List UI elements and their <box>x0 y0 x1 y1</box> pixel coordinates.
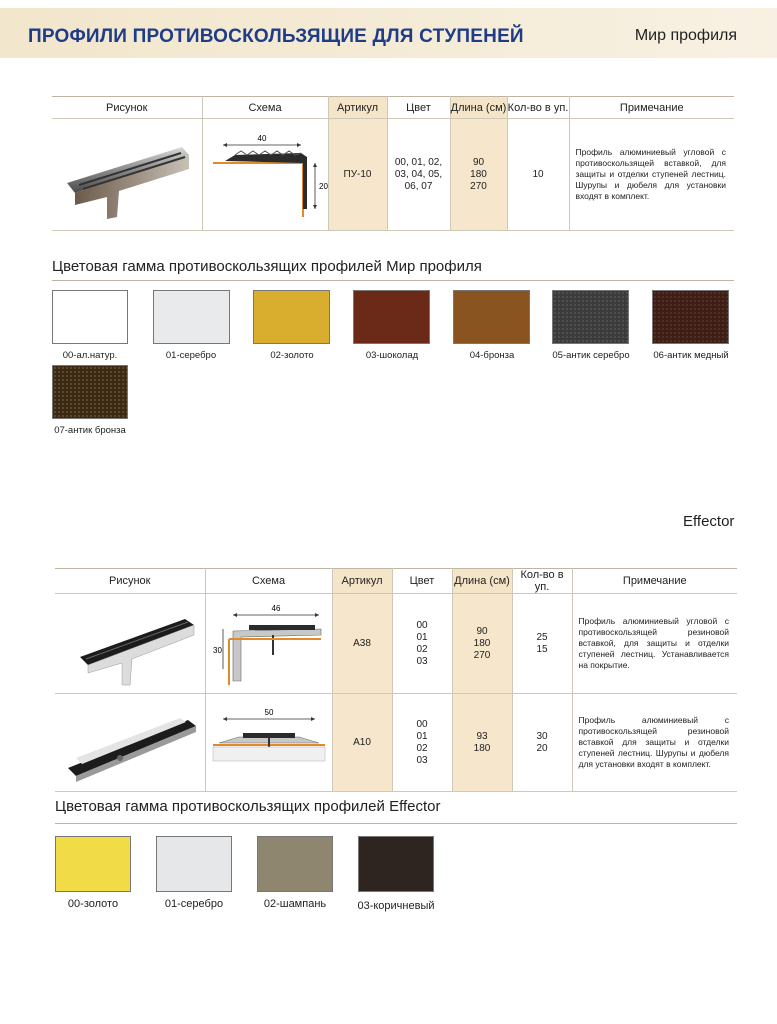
profile-scheme-icon <box>209 599 329 689</box>
article-cell: А10 <box>332 694 392 792</box>
length-cell: 93 180 <box>452 694 512 792</box>
table-row <box>55 594 737 694</box>
col-header-note: Примечание <box>572 569 737 594</box>
col-header-scheme: Схема <box>205 569 332 594</box>
swatch-label: 01-серебро <box>165 350 217 361</box>
swatch-label: 04-бронза <box>469 350 515 361</box>
brand-name: Мир профиля <box>634 27 737 44</box>
swatch-label: 05-антик серебро <box>552 350 630 361</box>
swatch-00 <box>52 290 128 344</box>
brand2-name: Effector <box>683 513 735 530</box>
color-cell: 00, 01, 02, 03, 04, 05, 06, 07 <box>387 119 450 231</box>
swatch-label: 06-антик медный <box>653 350 729 361</box>
qty-cell: 25 15 <box>512 594 572 694</box>
product-scheme <box>202 119 328 231</box>
swatch-05 <box>552 290 629 344</box>
swatch-label: 01-серебро <box>164 898 224 910</box>
col-header-article: Артикул <box>328 97 387 119</box>
product-picture <box>55 694 205 792</box>
product-table-1 <box>52 96 734 231</box>
swatch-label: 03-коричневый <box>357 900 435 912</box>
article-cell: А38 <box>332 594 392 694</box>
product-table-2 <box>55 568 737 792</box>
col-header-color: Цвет <box>387 97 450 119</box>
note-cell: Профиль алюминиевый с противоскользящей резиновой вставкой для защиты и отделки ступеней лестниц. Шурупы и дюбеля для установки входят в комплект. <box>572 694 737 792</box>
profile-photo-icon <box>57 125 197 225</box>
color-cell: 00 01 02 03 <box>392 694 452 792</box>
dim-height-label: 20 <box>319 181 328 191</box>
col-header-length: Длина (см) <box>450 97 507 119</box>
profile-photo-icon <box>60 599 200 689</box>
qty-cell: 10 <box>507 119 569 231</box>
col-header-qty: Кол-во в уп. <box>512 569 572 594</box>
note-cell: Профиль алюминиевый угловой с противоскользящей вставкой, для защиты и отделки ступеней лестниц. Шурупы и дюбеля для установки входят в комплект. <box>569 119 734 231</box>
swatch-01 <box>153 290 230 344</box>
swatch-label: 03-шоколад <box>365 350 419 361</box>
divider <box>55 823 737 824</box>
col-header-length: Длина (см) <box>452 569 512 594</box>
swatch-02 <box>253 290 330 344</box>
table-header-row <box>52 97 734 119</box>
qty-cell: 30 20 <box>512 694 572 792</box>
col-header-picture: Рисунок <box>52 97 202 119</box>
table-header-row <box>55 569 737 594</box>
swatch-04 <box>453 290 530 344</box>
length-cell: 90 180 270 <box>450 119 507 231</box>
swatch-07 <box>52 365 128 419</box>
colors2-title: Цветовая гамма противоскользящих профилей Effector <box>55 798 441 815</box>
swatch-label: 02-шампань <box>263 898 327 910</box>
swatch-label: 02-золото <box>270 350 314 361</box>
profile-photo-icon <box>60 698 200 788</box>
swatch-03 <box>358 836 434 892</box>
colors1-title: Цветовая гамма противоскользящих профилей Мир профиля <box>52 258 482 275</box>
color-cell: 00 01 02 03 <box>392 594 452 694</box>
swatch-02 <box>257 836 333 892</box>
swatch-label: 00-ал.натур. <box>62 350 118 361</box>
product-picture <box>52 119 202 231</box>
table-row <box>55 694 737 792</box>
swatch-label: 00-золото <box>67 898 119 910</box>
article-cell: ПУ-10 <box>328 119 387 231</box>
col-header-picture: Рисунок <box>55 569 205 594</box>
divider <box>52 280 734 281</box>
col-header-note: Примечание <box>569 97 734 119</box>
dim-width-label: 46 <box>271 603 280 613</box>
page-title: ПРОФИЛИ ПРОТИВОСКОЛЬЗЯЩИЕ ДЛЯ СТУПЕНЕЙ <box>28 26 524 47</box>
col-header-article: Артикул <box>332 569 392 594</box>
swatch-00 <box>55 836 131 892</box>
dim-width-label: 40 <box>257 133 267 143</box>
product-scheme <box>205 594 332 694</box>
length-cell: 90 180 270 <box>452 594 512 694</box>
table-row <box>52 119 734 231</box>
col-header-color: Цвет <box>392 569 452 594</box>
swatch-label: 07-антик бронза <box>54 425 126 436</box>
dim-height-label: 30 <box>212 645 222 655</box>
page-header <box>0 8 777 58</box>
dim-width-label: 50 <box>264 707 273 717</box>
swatch-03 <box>353 290 430 344</box>
product-picture <box>55 594 205 694</box>
col-header-scheme: Схема <box>202 97 328 119</box>
swatch-01 <box>156 836 232 892</box>
product-scheme <box>205 694 332 792</box>
col-header-qty: Кол-во в уп. <box>507 97 569 119</box>
note-cell: Профиль алюминиевый угловой с противоскользящей резиновой вставкой, для защиты и отделки ступеней лестниц. Устанавливается на покрытие. <box>572 594 737 694</box>
swatch-06 <box>652 290 729 344</box>
profile-scheme-icon <box>205 127 328 223</box>
profile-scheme-icon <box>209 703 329 783</box>
